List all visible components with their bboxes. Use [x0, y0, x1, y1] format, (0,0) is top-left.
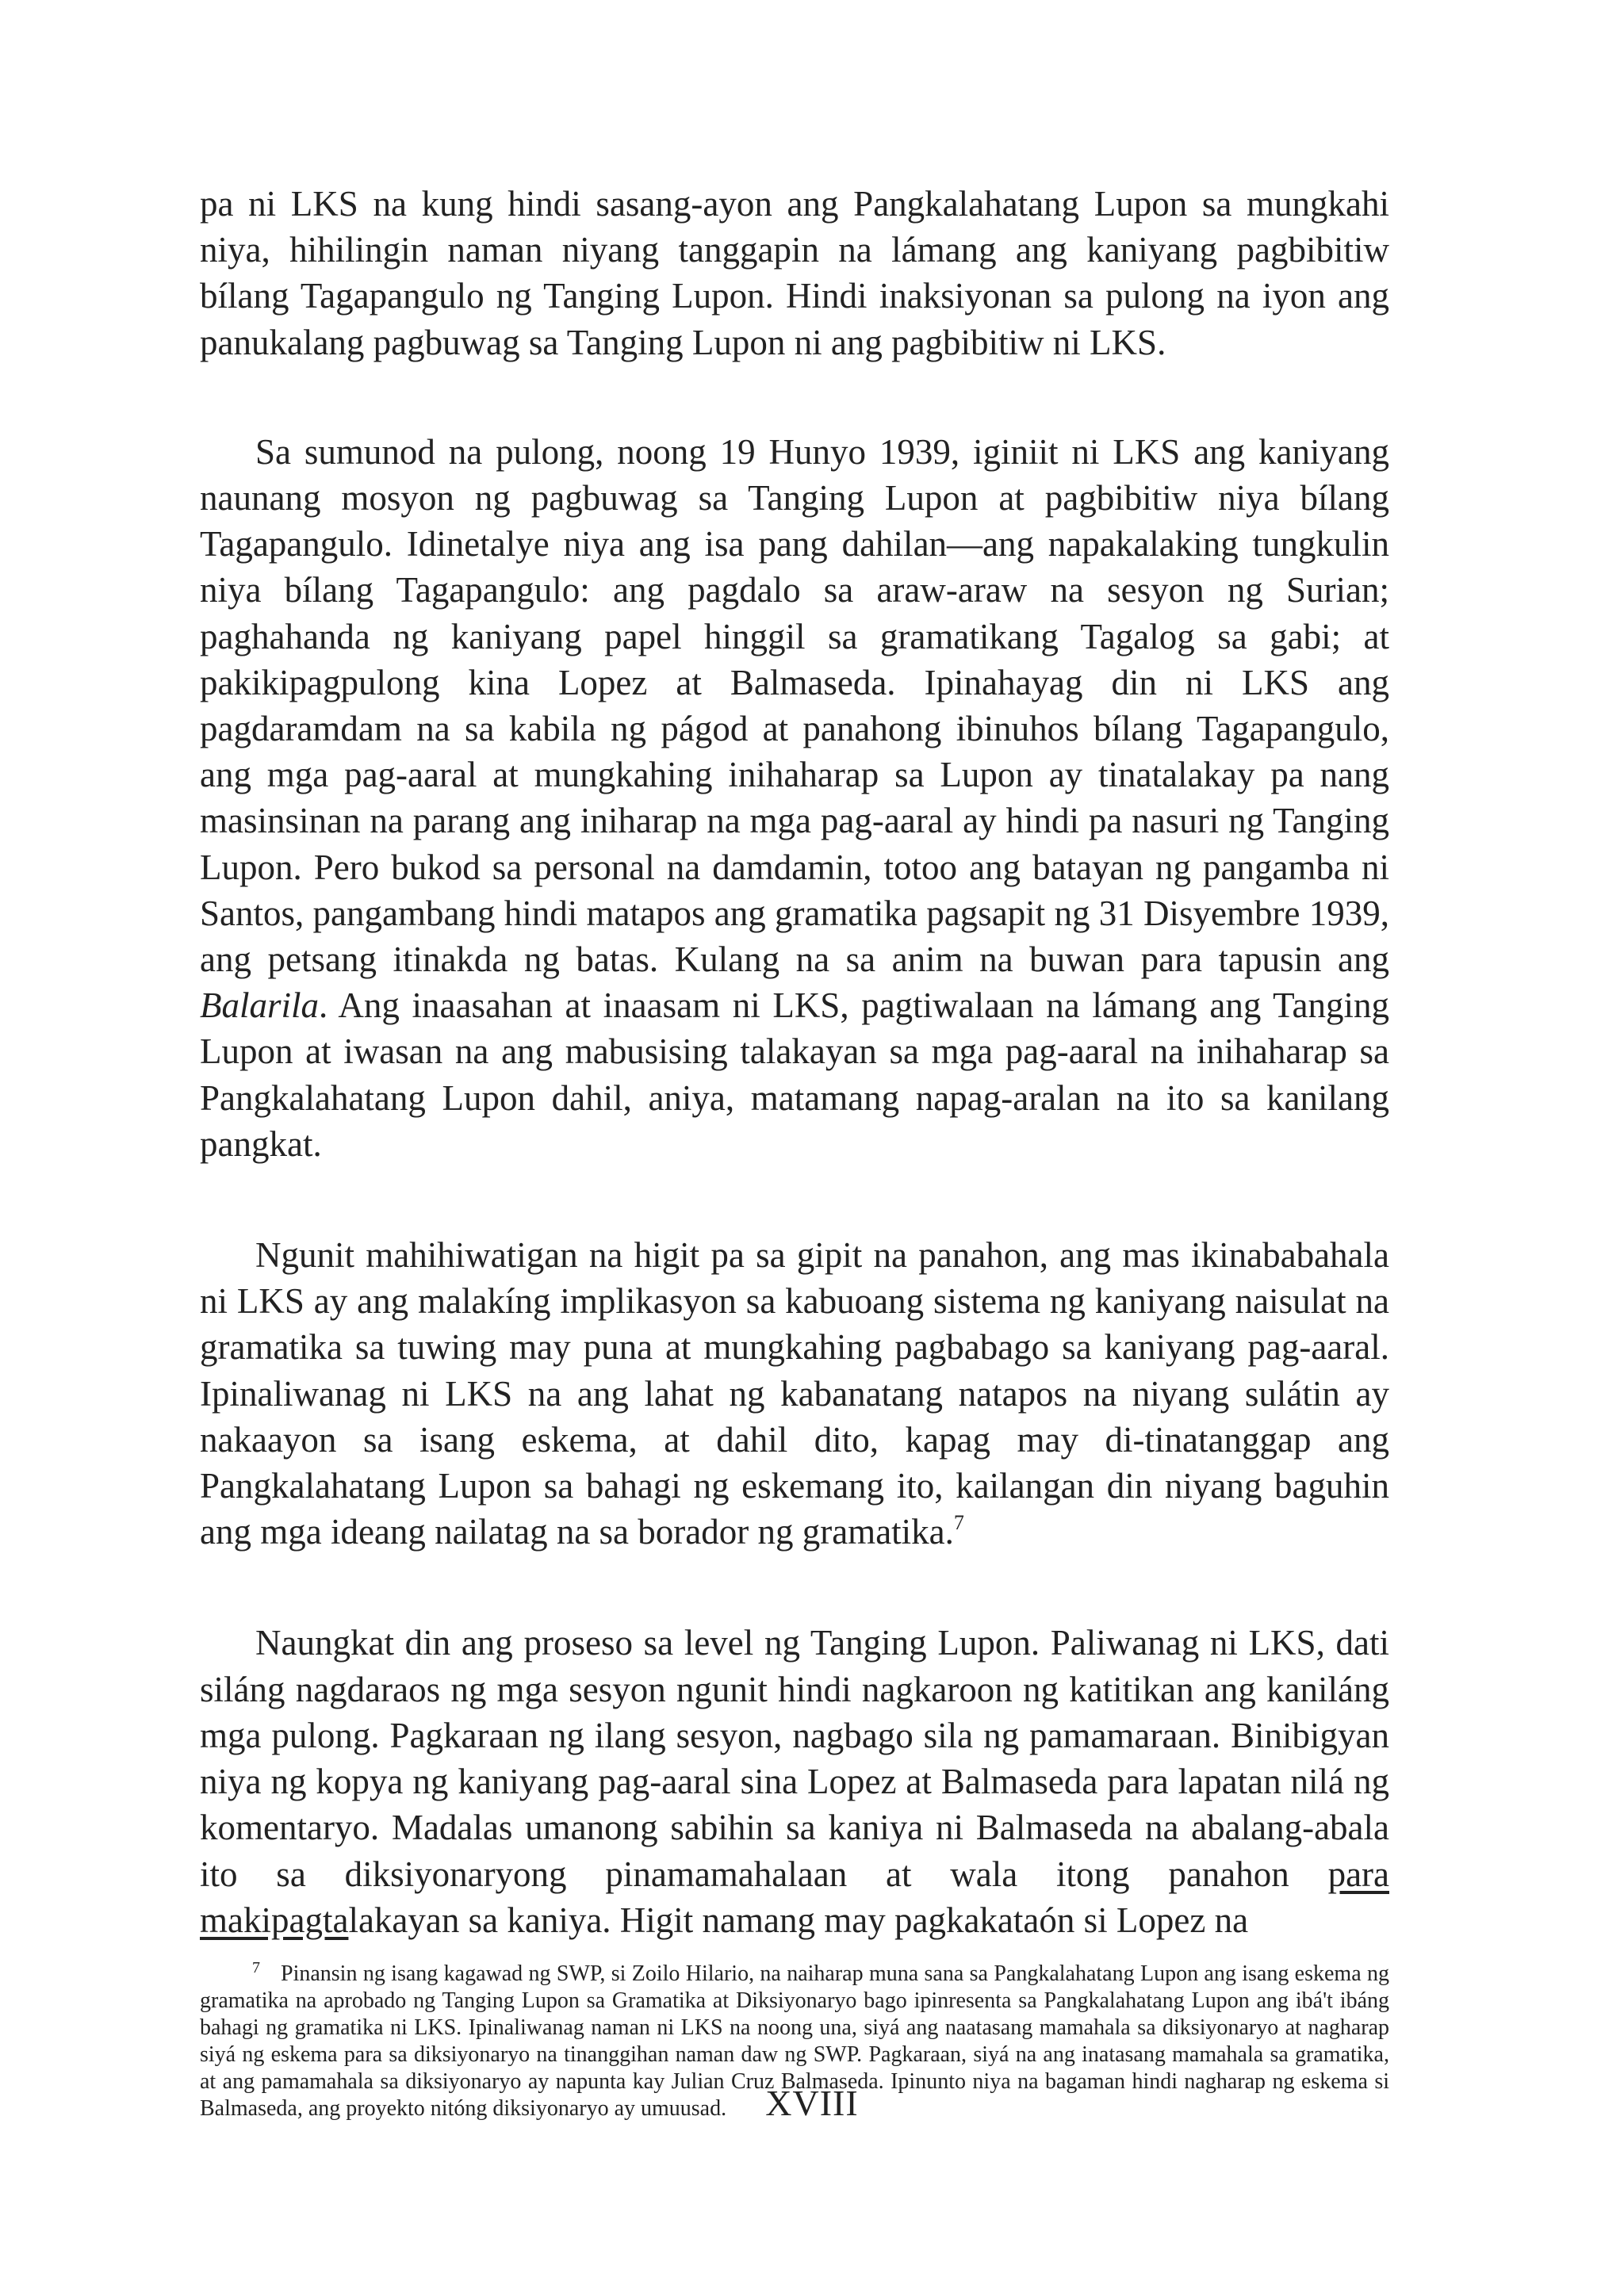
- paragraph-4: [200, 1620, 1389, 1942]
- paragraph-2-text: Sa sumunod na pulong, noong 19 Hunyo 1939, iginiit ni LKS ang kaniyang naunang mosyon ng pagbuwag sa Tanging Lupon at pagbibitiw niya bílang Tagapangulo. Idinetalye niya ang isa pang dahilan—ang napakalaking tungkulin niya bílang Tagapangulo: ang pagdalo sa araw-araw na sesyon ng Surian; paghahanda ng kaniyang papel hinggil sa gramatikang Tagalog sa gabi; at pakikipagpulong kina Lopez at Balmaseda. Ipinahayag din ni LKS ang pagdaramdam na sa kabila ng págod at panahong ibinuhos bílang Tagapangulo, ang mga pag-aaral at mungkahing inihaharap sa Lupon ay tinatalakay pa nang masinsinan na parang ang iniharap na mga pag-aaral ay hindi pa nasuri ng Tanging Lupon. Pero bukod sa personal na damdamin, totoo ang batayan ng pangamba ni Santos, pangambang hindi matapos ang gramatika pagsapit ng 31 Disyembre 1939, ang petsang itinakda ng batas. Kulang na sa anim na buwan para tapusin ang: [200, 431, 1389, 980]
- paragraph-4-text: Naungkat din ang proseso sa level ng Tanging Lupon. Paliwanag ni LKS, dati siláng nagdaraos ng mga sesyon ngunit hindi nagkaroon ng katitikan ang kaniláng mga pulong. Pagkaraan ng ilang sesyon, nagbago sila ng pamamaraan. Binibigyan niya ng kopya ng kaniyang pag-aaral sina Lopez at Balmaseda para lapatan nilá ng komentaryo. Madalas umanong sabihin sa kaniya ni Balmaseda na abalang-abala ito sa diksiyonaryong pinamamahalaan at wala itong panahon: [200, 1623, 1389, 1894]
- page-number: XVIII: [765, 2083, 859, 2123]
- book-title-balarila: Balarila: [200, 985, 320, 1026]
- underlined-text: para makipagta: [200, 1854, 1389, 1940]
- paragraph-3-text: Ngunit mahihiwatigan na higit pa sa gipit na panahon, ang mas ikinababahala ni LKS ay ang malakíng implikasyon sa kabuoang sistema ng kaniyang naisulat na gramatika sa tuwing may puna at mungkahing pagbabago sa kaniyang pag-aaral. Ipinaliwanag ni LKS na ang lahat ng kabanatang natapos na niyang sulátin ay nakaayon sa isang eskema, at dahil dito, kapag may di-tinatanggap ang Pangkalahatang Lupon sa bahagi ng eskemang ito, kailangan din niyang baguhin ang mga ideang nailatag na sa borador ng gramatika.: [200, 1235, 1389, 1552]
- footnote-number: 7: [252, 1958, 260, 1976]
- footnote-reference: 7: [953, 1511, 964, 1535]
- page-body: [200, 181, 1389, 2122]
- paragraph-2-text-end: . Ang inaasahan at inaasam ni LKS, pagtiwalaan na lámang ang Tanging Lupon at iwasan na ang mabusising talakayan sa mga pag-aaral na inihaharap sa Pangkalahatang Lupon dahil, aniya, matamang napag-aralan na ito sa kanilang pangkat.: [200, 985, 1389, 1164]
- paragraph-3: [200, 1232, 1389, 1555]
- paragraph-1: pa ni LKS na kung hindi sasang-ayon ang Pangkalahatang Lupon sa mungkahi niya, hihilingin naman niyang tanggapin na lámang ang kaniyang pagbibitiw bílang Tagapangulo ng Tanging Lupon. Hindi inaksiyonan sa pulong na iyon ang panukalang pagbuwag sa Tanging Lupon ni ang pagbibitiw ni LKS.: [200, 184, 1389, 362]
- paragraph-4-text-end: lakayan sa kaniya. Higit namang may pagkakataón si Lopez na: [348, 1900, 1249, 1940]
- footnote-text: Pinansin ng isang kagawad ng SWP, si Zoilo Hilario, na naiharap muna sana sa Pangkalahatang Lupon ang isang eskema ng gramatika na aprobado ng Tanging Lupon sa Gramatika at Diksiyonaryo bago ipinresenta sa Pangkalahatang Lupon ang ibá't ibáng bahagi ng gramatika ni LKS. Ipinaliwanag naman ni LKS na noong una, siyá ang naatasang mamahala sa diksiyonaryo at nagharap siyá ng eskema para sa diksiyonaryo na tinanggihan naman daw ng SWP. Pagkaraan, siyá na ang inatasang mamahala sa gramatika, at ang pamamahala sa diksiyonaryo ay napunta kay Julian Cruz Balmaseda. Ipinunto niya na bagaman hindi nagharap ng eskema si Balmaseda, ang proyekto nitóng diksiyonaryo ay umuusad.: [200, 1961, 1389, 2121]
- paragraph-2: [200, 429, 1389, 1167]
